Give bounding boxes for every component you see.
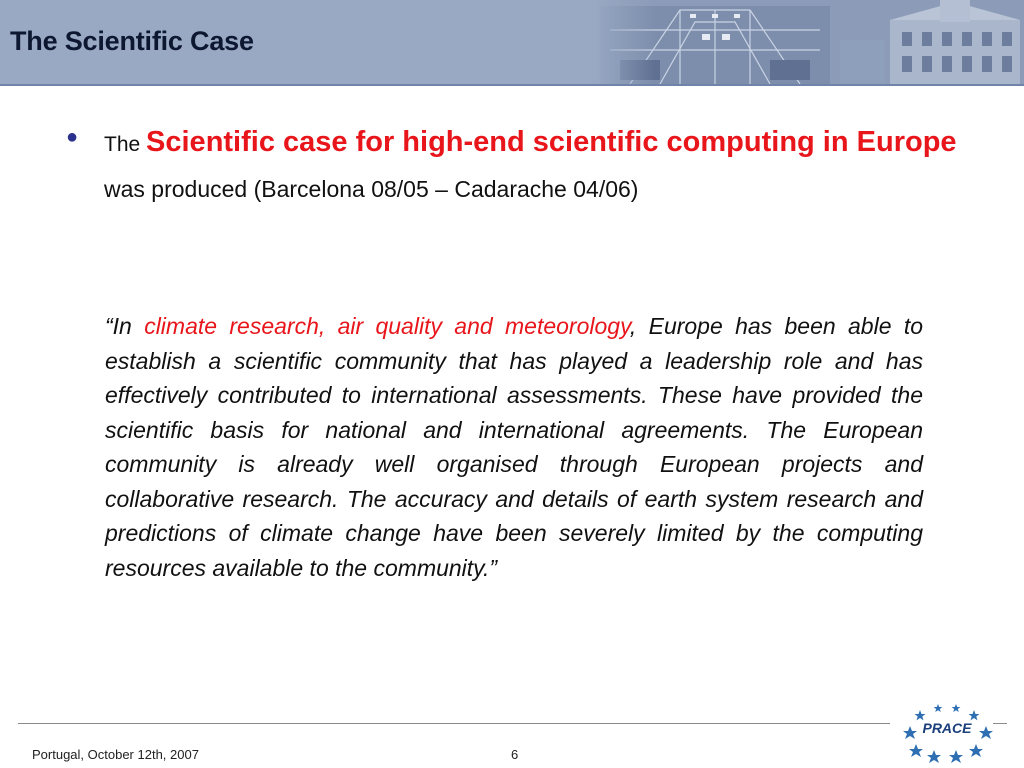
bullet-lead: The [104, 133, 147, 156]
page-number: 6 [511, 747, 519, 762]
header-building-photo [590, 0, 1024, 84]
prace-logo [890, 696, 1000, 764]
slide-title: The Scientific Case [10, 26, 254, 56]
quote-highlight: climate research, air quality and meteorology [144, 313, 630, 339]
bullet-text [104, 120, 964, 211]
title-divider [0, 84, 1024, 86]
bullet-dot-icon: ● [66, 126, 79, 148]
climate-quote [105, 309, 923, 585]
bullet-rest: was produced (Barcelona 08/05 – Cadarache 04/06) [104, 176, 639, 202]
title-bar [0, 0, 1024, 84]
prace-logo-text: PRACE [922, 720, 972, 736]
bullet-highlight: Scientific case for high-end scientific computing in Europe [146, 126, 957, 158]
footer-location-date: Portugal, October 12th, 2007 [32, 747, 199, 762]
quote-open: “In [105, 313, 145, 339]
footer-divider [18, 723, 890, 724]
quote-body: , Europe has been able to establish a scientific community that has played a leadership role and has effectively contributed to international assessments. These have provided the scientific basis for national and international agreements. The European community is already well organised through European projects and collaborative research. The accuracy and details of earth system research and predictions of climate change have been severely limited by the computing resources available to the community.” [105, 313, 924, 581]
